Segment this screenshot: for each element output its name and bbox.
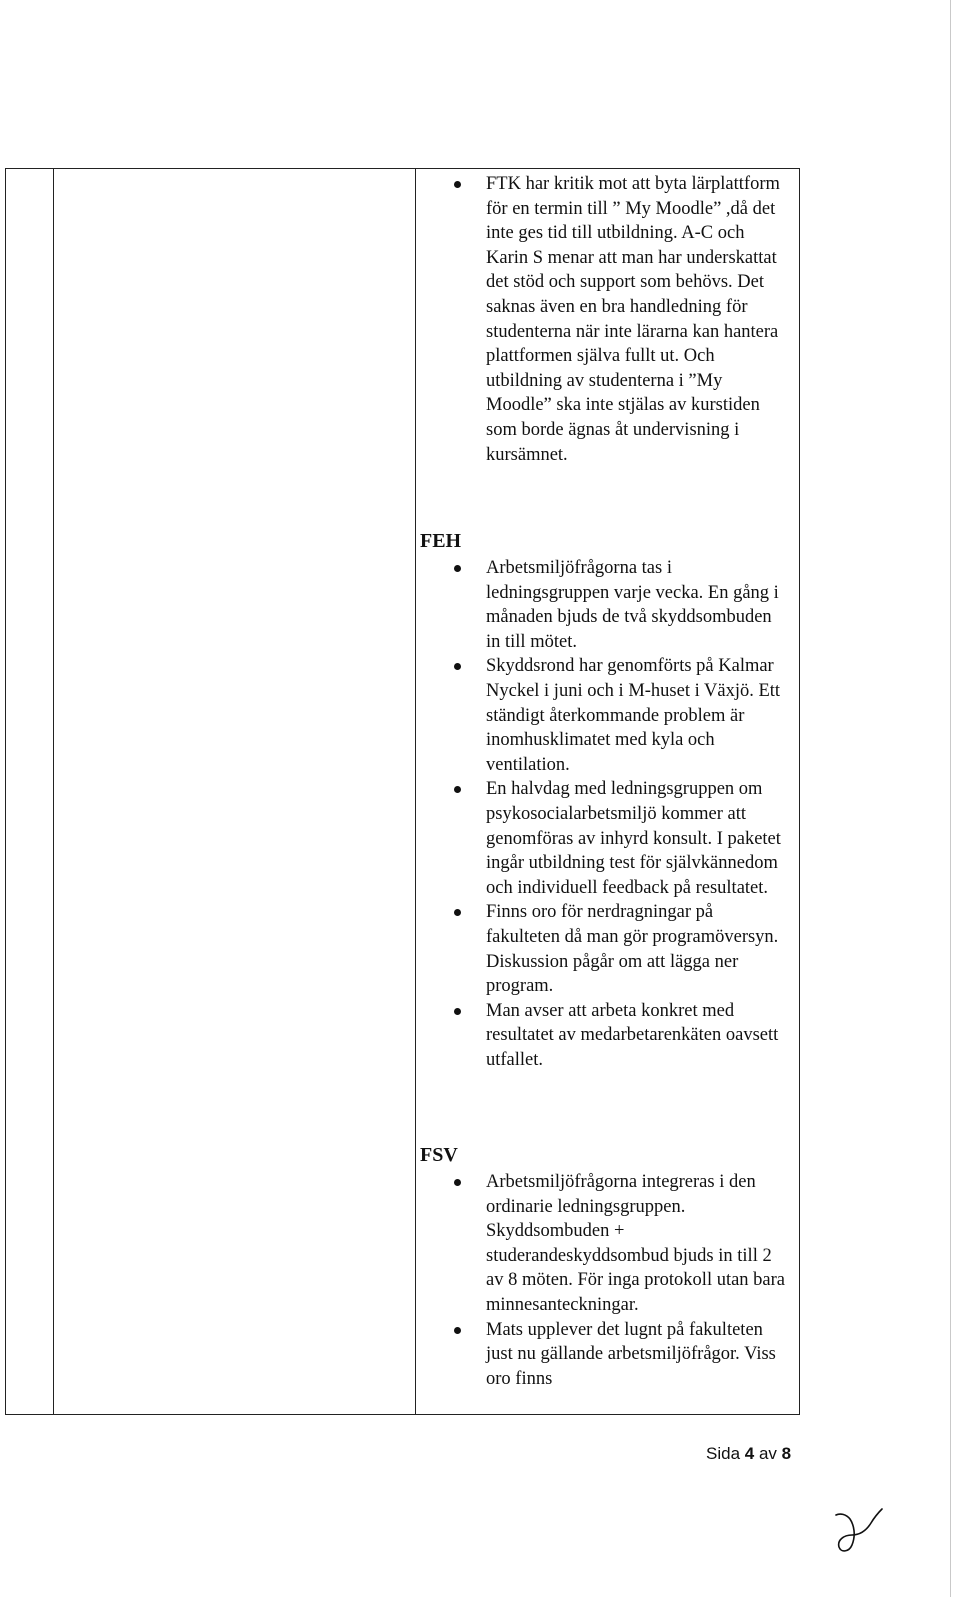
list-item (420, 1170, 790, 1318)
list-item (420, 1318, 790, 1392)
page-edge-line (950, 0, 951, 1597)
section-heading: FEH (420, 530, 462, 552)
list-item-text: Arbetsmiljöfrågorna integreras i den ordinarie ledningsgruppen. Skyddsombuden + studerandeskyddsombud bjuds in till 2 av 8 möten. För inga protokoll utan bara minnesanteckningar. (486, 1172, 786, 1315)
handwritten-initials-signature (830, 1505, 884, 1557)
section-ftk (420, 172, 790, 467)
bullet-icon (454, 663, 461, 670)
page-of-label: av (758, 1444, 777, 1463)
section-feh (420, 528, 790, 1072)
table-column-divider (53, 169, 54, 1414)
list-item-text: Man avser att arbeta konkret med resultatet av medarbetarenkäten oavsett utfallet. (486, 1000, 779, 1070)
list-item (420, 556, 790, 654)
list-item-text: Mats upplever det lugnt på fakulteten just nu gällande arbetsmiljöfrågor. Viss oro finns (486, 1319, 776, 1389)
section-fsv (420, 1142, 790, 1391)
list-item (420, 172, 790, 467)
table-column-divider (415, 169, 416, 1414)
list-item (420, 654, 790, 777)
list-item (420, 999, 790, 1073)
list-item (420, 900, 790, 998)
bullet-icon (454, 786, 461, 793)
list-item-text: Arbetsmiljöfrågorna tas i ledningsgruppen varje vecka. En gång i månaden bjuds de två skyddsombuden in till mötet. (486, 558, 779, 652)
bullet-list (420, 556, 790, 1072)
page-label: Sida (706, 1444, 741, 1463)
bullet-icon (454, 565, 461, 572)
bullet-icon (454, 181, 461, 188)
list-item-text: Finns oro för nerdragningar på fakulteten då man gör programöversyn. Diskussion pågår om att lägga ner program. (486, 902, 779, 997)
list-item-text: FTK har kritik mot att byta lärplattform för en termin till ” My Moodle” ,då det inte ges tid till utbildning. A-C och Karin S menar att man har underskattat det stöd och support som behövs. Det saknas även en bra handledning för studenterna när inte lärarna kan hantera plattformen själva fullt ut. Och utbildning av studenterna i ”My Moodle” ska inte stjälas av kurstiden som borde ägnas åt undervisning i kursämnet. (486, 174, 780, 465)
page-total: 8 (781, 1444, 792, 1463)
bullet-icon (454, 909, 461, 916)
list-item-text: En halvdag med ledningsgruppen om psykosocialarbetsmiljö kommer att genomföras av inhyrd konsult. I paketet ingår utbildning test för självkännedom och individuell feedback på resultatet. (486, 779, 781, 898)
bullet-icon (454, 1008, 461, 1015)
bullet-icon (454, 1179, 461, 1186)
bullet-icon (454, 1327, 461, 1334)
list-item (420, 777, 790, 900)
list-item-text: Skyddsrond har genomförts på Kalmar Nyckel i juni och i M-huset i Växjö. Ett ständigt återkommande problem är inomhusklimatet med kyla och ventilation. (486, 656, 781, 775)
bullet-list (420, 1170, 790, 1391)
page-number: 4 (744, 1444, 755, 1463)
section-heading: FSV (420, 1144, 458, 1166)
bullet-list (420, 172, 790, 467)
page-footer (706, 1444, 791, 1464)
